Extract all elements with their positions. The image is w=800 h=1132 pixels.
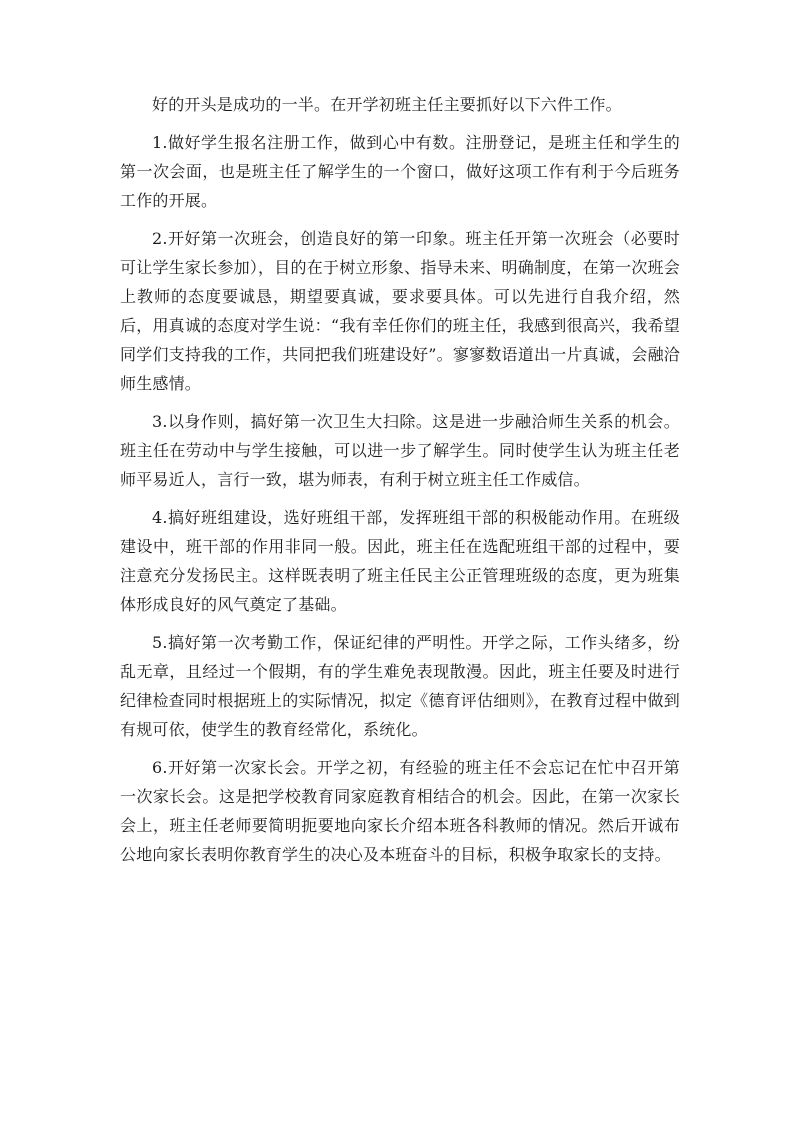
paragraph-3-first-cleaning: 3.以身作则，搞好第一次卫生大扫除。这是进一步融洽师生关系的机会。班主任在劳动中与学生接触，可以进一步了解学生。同时使学生认为班主任老师平易近人，言行一致，堪为师表，有利于树立班主任工作威信。 bbox=[120, 412, 680, 489]
paragraph-2-first-class-meeting: 2.开好第一次班会，创造良好的第一印象。班主任开第一次班会（必要时可让学生家长参加），目的在于树立形象、指导未来、明确制度，在第一次班会上教师的态度要诚恳，期望要真诚，要求要具体。可以先进行自我介绍，然后，用真诚的态度对学生说：“我有幸任你们的班主任，我感到很高兴，我希望同学们支持我的工作，共同把我们班建设好”。寥寥数语道出一片真诚，会融洽师生感情。 bbox=[120, 229, 680, 393]
paragraph-6-parent-meeting: 6.开好第一次家长会。开学之初，有经验的班主任不会忘记在忙中召开第一次家长会。这是把学校教育同家庭教育相结合的机会。因此，在第一次家长会上，班主任老师要简明扼要地向家长介绍本班各科教师的情况。然后开诚布公地向家长表明你教育学生的决心及本班奋斗的目标，积极争取家长的支持。 bbox=[120, 758, 680, 864]
paragraph-5-attendance: 5.搞好第一次考勤工作，保证纪律的严明性。开学之际，工作头绪多，纷乱无章，且经过一个假期，有的学生难免表现散漫。因此，班主任要及时进行纪律检查同时根据班上的实际情况，拟定《德育评估细则》，在教育过程中做到有规可依，使学生的教育经常化，系统化。 bbox=[120, 633, 680, 739]
intro-paragraph: 好的开头是成功的一半。在开学初班主任主要抓好以下六件工作。 bbox=[152, 95, 622, 114]
paragraph-1-registration: 1.做好学生报名注册工作，做到心中有数。注册登记，是班主任和学生的第一次会面，也是班主任了解学生的一个窗口，做好这项工作有利于今后班务工作的开展。 bbox=[120, 133, 680, 210]
document-body bbox=[120, 90, 680, 878]
paragraph-4-class-cadres: 4.搞好班组建设，选好班组干部，发挥班组干部的积极能动作用。在班级建设中，班干部的作用非同一般。因此，班主任在选配班组干部的过程中，要注意充分发扬民主。这样既表明了班主任民主公正管理班级的态度，更为班集体形成良好的风气奠定了基础。 bbox=[120, 508, 680, 614]
